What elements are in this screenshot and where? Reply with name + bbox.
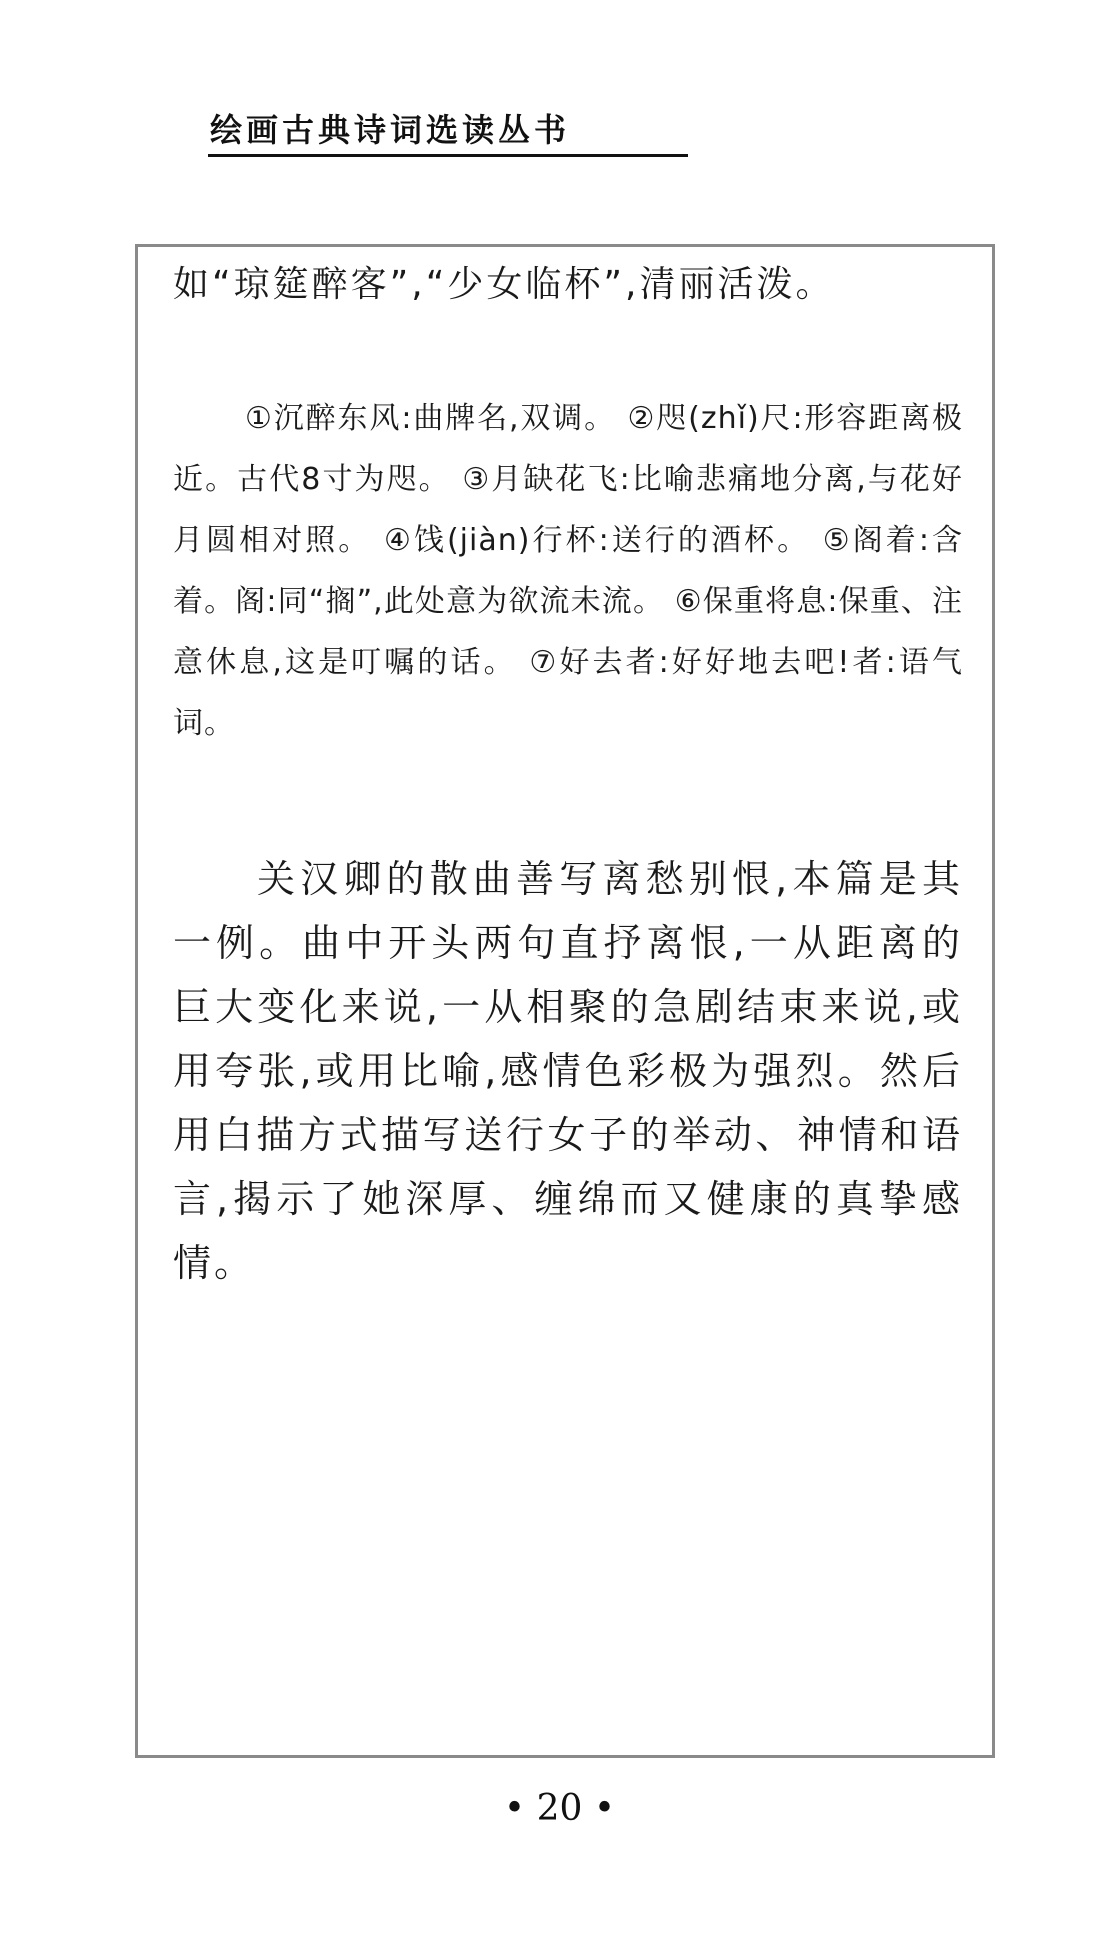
header-underline — [208, 154, 688, 157]
lead-paragraph: 如“琼筵醉客”,“少女临杯”,清丽活泼。 — [173, 264, 835, 305]
page-number: • 20 • — [503, 1788, 616, 1829]
content-frame — [135, 244, 995, 1758]
series-title: 绘画古典诗词选读丛书 — [210, 111, 571, 149]
annotation-notes: ①沉醉东风:曲牌名,双调。 ②咫(zhǐ)尺:形容距离极近。古代8寸为咫。 ③月缺花飞:比喻悲痛地分离,与花好月圆相对照。 ④饯(jiàn)行杯:送行的酒杯。 ⑤阁着:含着。阁:同“搁”,此处意为欲流未流。 ⑥保重将息:保重、注意休息,这是叮嘱的话。 ⑦好去者:好好地去吧!者:语气词。 — [173, 401, 963, 741]
commentary-paragraph: 关汉卿的散曲善写离愁别恨,本篇是其一例。曲中开头两句直抒离恨,一从距离的巨大变化来说,一从相聚的急剧结束来说,或用夸张,或用比喻,感情色彩极为强烈。然后用白描方式描写送行女子的举动、神情和语言,揭示了她深厚、缠绵而又健康的真挚感情。 — [173, 857, 963, 1285]
